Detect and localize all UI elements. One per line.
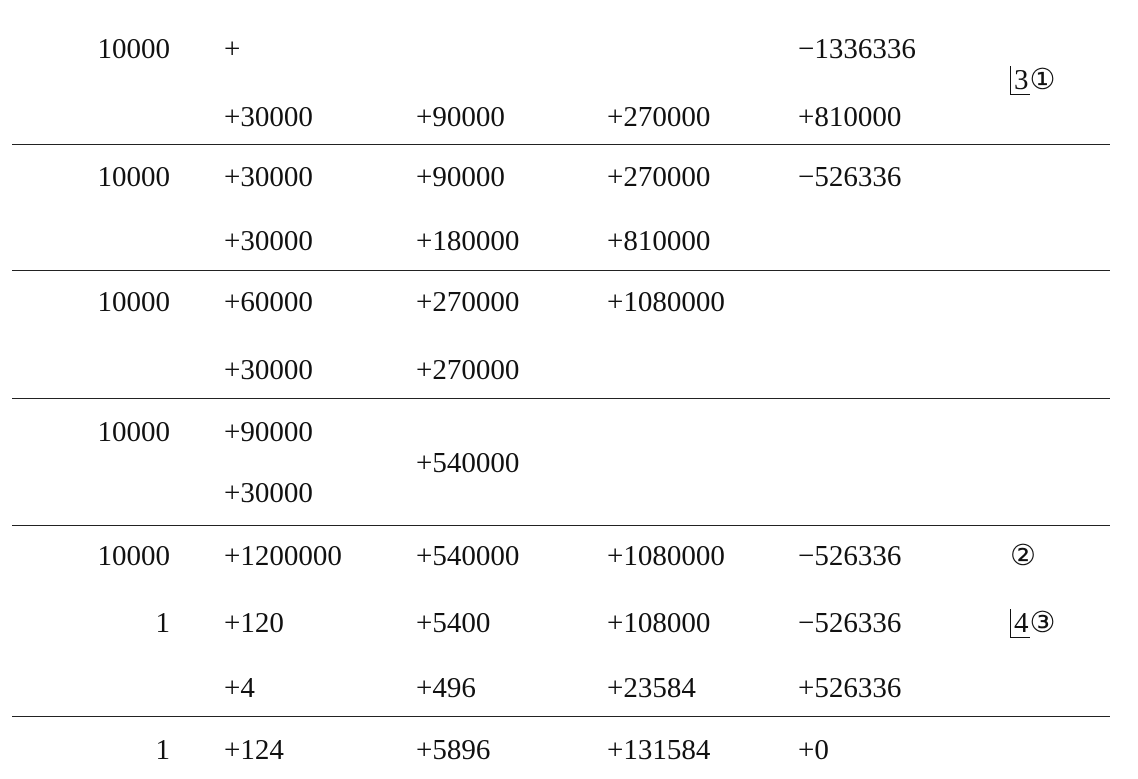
row-4-col-0: 10000 <box>97 286 170 318</box>
row-4-col-2: +270000 <box>416 286 520 318</box>
row-11-col-2: +5896 <box>416 734 491 766</box>
row-8-col-1: +1200000 <box>224 540 342 572</box>
row-10-col-1: +4 <box>224 672 255 704</box>
row-5-col-2: +270000 <box>416 354 520 386</box>
row-0-col-0: 10000 <box>97 33 170 65</box>
row-3-col-3: +810000 <box>607 225 711 257</box>
row-9-col-1: +120 <box>224 607 284 639</box>
row-8-annotation <box>1010 538 1036 574</box>
row-11-col-1: +124 <box>224 734 284 766</box>
horizontal-rule-1 <box>12 270 1110 271</box>
row-11-col-0: 1 <box>155 734 170 766</box>
row-2-col-1: +30000 <box>224 161 313 193</box>
row-1-col-2: +90000 <box>416 101 505 133</box>
row-3-col-2: +180000 <box>416 225 520 257</box>
row-9-col-3: +108000 <box>607 607 711 639</box>
horizontal-rule-0 <box>12 144 1110 145</box>
row-3-col-1: +30000 <box>224 225 313 257</box>
row-7-col-1: +30000 <box>224 477 313 509</box>
row-1-col-4: +810000 <box>798 101 902 133</box>
row-6-col-1: +90000 <box>224 416 313 448</box>
row-8-col-0: 10000 <box>97 540 170 572</box>
row-9-annotation <box>1010 605 1056 641</box>
row-4-col-1: +60000 <box>224 286 313 318</box>
row-10-col-3: +23584 <box>607 672 696 704</box>
row-4-col-3: +1080000 <box>607 286 725 318</box>
row-2-col-3: +270000 <box>607 161 711 193</box>
row-0-col-4: −1336336 <box>798 33 916 65</box>
horizontal-rule-2 <box>12 398 1110 399</box>
row-2-col-4: −526336 <box>798 161 902 193</box>
row-11-col-4: +0 <box>798 734 829 766</box>
row-5-col-1: +30000 <box>224 354 313 386</box>
step-marker: ③ <box>1029 607 1056 639</box>
row-2-col-0: 10000 <box>97 161 170 193</box>
step-marker: ① <box>1029 64 1056 96</box>
horizontal-rule-4 <box>12 716 1110 717</box>
divisor-bracket: 4 <box>1010 609 1030 638</box>
row-6-col-0: 10000 <box>97 416 170 448</box>
row-2-col-2: +90000 <box>416 161 505 193</box>
merged-cell-540000: +540000 <box>416 447 520 479</box>
row-8-col-3: +1080000 <box>607 540 725 572</box>
step-marker: ② <box>1010 540 1036 572</box>
row-8-col-4: −526336 <box>798 540 902 572</box>
row-1-col-3: +270000 <box>607 101 711 133</box>
row-8-col-2: +540000 <box>416 540 520 572</box>
row-9-col-2: +5400 <box>416 607 491 639</box>
row-9-col-0: 1 <box>155 607 170 639</box>
row-11-col-3: +131584 <box>607 734 711 766</box>
row-10-col-2: +496 <box>416 672 476 704</box>
divisor-bracket: 3 <box>1010 66 1030 95</box>
row-9-col-4: −526336 <box>798 607 902 639</box>
horizontal-rule-3 <box>12 525 1110 526</box>
row-1-col-1: +30000 <box>224 101 313 133</box>
annotation-3-1 <box>1010 62 1056 98</box>
row-10-col-4: +526336 <box>798 672 902 704</box>
row-0-col-1: + <box>224 33 241 65</box>
